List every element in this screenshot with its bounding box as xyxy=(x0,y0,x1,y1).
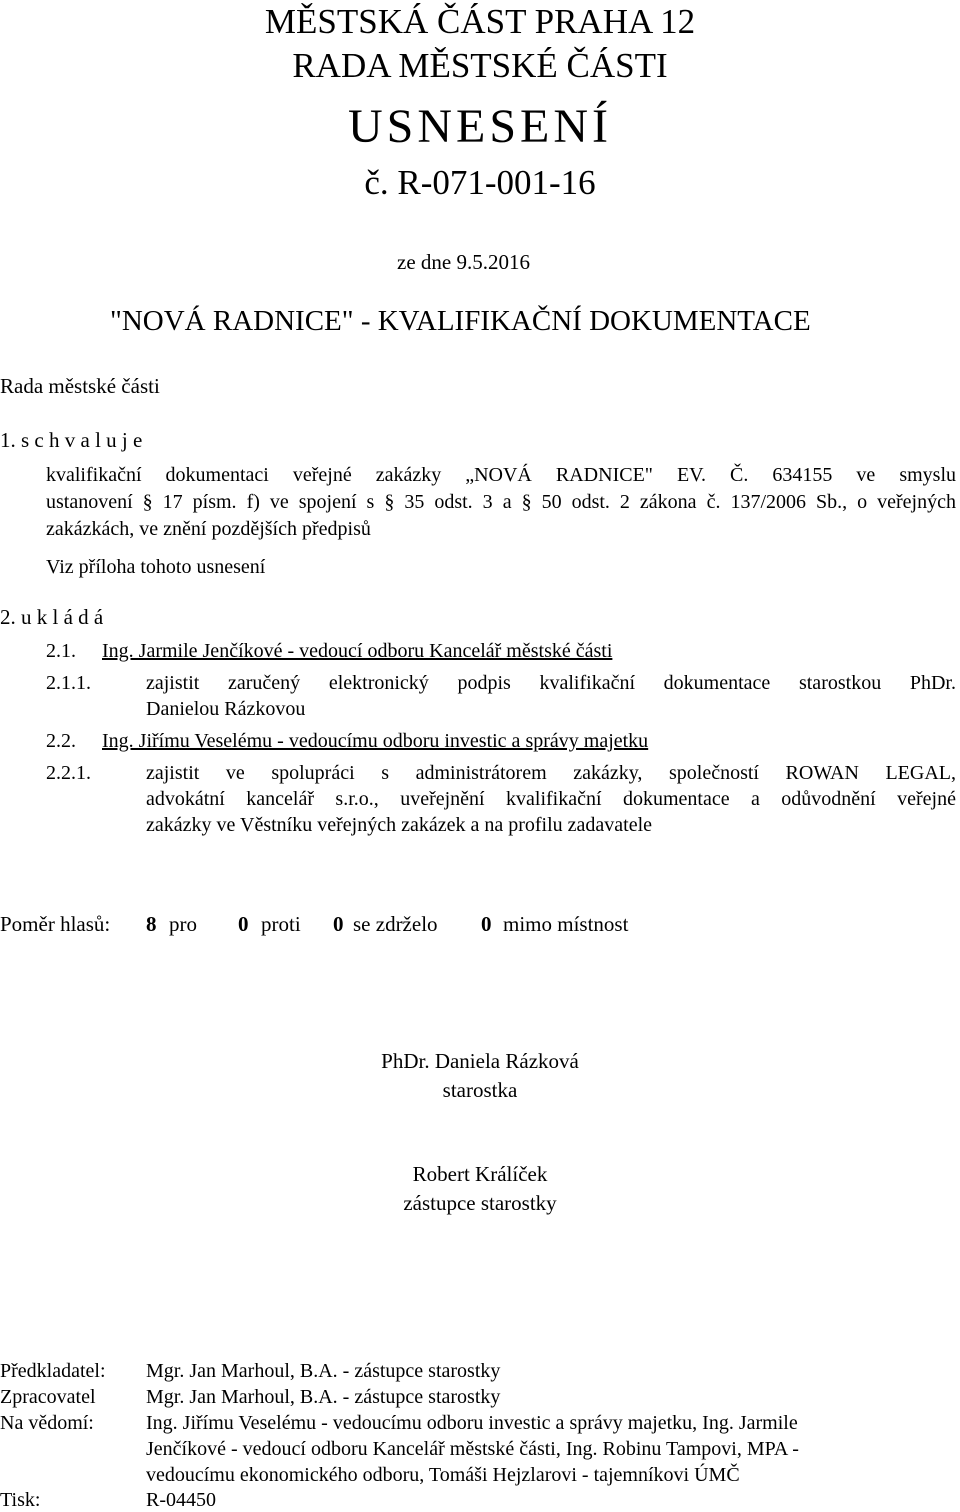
subitem-line: zajistit zaručený elektronický podpis kvalifikační dokumentace starostkou PhDr. xyxy=(146,672,956,694)
item-number: 2.1. xyxy=(46,640,76,662)
vote-for-count: 8 xyxy=(146,912,157,936)
subitem-line: zakázky ve Věstníku veřejných zakázek a na profilu zadavatele xyxy=(146,814,653,836)
section-1-note: Viz příloha tohoto usnesení xyxy=(46,556,266,578)
section-2-heading: 2. u k l á d á xyxy=(0,605,104,629)
subitem-line: zajistit ve spolupráci s administrátorem zakázky, společností ROWAN LEGAL, xyxy=(146,762,956,784)
section-1-line: zakázkách, ve znění pozdějších předpisů xyxy=(46,518,371,540)
subitem-number: 2.1.1. xyxy=(46,672,91,694)
subitem-line: Danielou Rázkovou xyxy=(146,698,306,720)
signature-name: PhDr. Daniela Rázková xyxy=(381,1049,579,1073)
vote-for-label: pro xyxy=(169,912,197,936)
item-number: 2.2. xyxy=(46,730,76,752)
processor-value: Mgr. Jan Marhoul, B.A. - zástupce starostky xyxy=(146,1386,501,1408)
body-name: Rada městské části xyxy=(0,374,160,398)
resolution-number: č. R-071-001-16 xyxy=(364,163,596,202)
notice-label: Na vědomí: xyxy=(0,1412,94,1434)
print-label: Tisk: xyxy=(0,1489,41,1511)
council-title: RADA MĚSTSKÉ ČÁSTI xyxy=(292,46,668,85)
signature-name: Robert Králíček xyxy=(412,1162,548,1186)
vote-abstain-count: 0 xyxy=(333,912,344,936)
subitem-number: 2.2.1. xyxy=(46,762,91,784)
subitem-line: advokátní kancelář s.r.o., uveřejnění kvalifikační dokumentace a odůvodnění veřejné xyxy=(146,788,956,810)
submitter-value: Mgr. Jan Marhoul, B.A. - zástupce starostky xyxy=(146,1360,501,1382)
vote-label: Poměr hlasů: xyxy=(0,912,111,936)
notice-line: vedoucímu ekonomického odboru, Tomáši Hejzlarovi - tajemníkovi ÚMČ xyxy=(146,1464,740,1486)
signature-role: starostka xyxy=(442,1078,518,1102)
resolution-date: ze dne 9.5.2016 xyxy=(397,250,530,274)
section-1-line: kvalifikační dokumentaci veřejné zakázky „NOVÁ RADNICE" EV. Č. 634155 ve smyslu xyxy=(46,464,956,486)
notice-line: Jenčíkové - vedoucí odboru Kancelář městské části, Ing. Robinu Tampovi, MPA - xyxy=(146,1438,799,1460)
vote-abstain-label: se zdrželo xyxy=(353,912,438,936)
vote-against-count: 0 xyxy=(238,912,249,936)
vote-absent-count: 0 xyxy=(481,912,492,936)
vote-absent-label: mimo místnost xyxy=(503,912,629,936)
notice-line: Ing. Jiřímu Veselému - vedoucímu odboru investic a správy majetku, Ing. Jarmile xyxy=(146,1412,798,1434)
signature-role: zástupce starostky xyxy=(403,1191,557,1215)
vote-against-label: proti xyxy=(261,912,301,936)
item-title: Ing. Jiřímu Veselému - vedoucímu odboru investic a správy majetku xyxy=(102,730,649,752)
municipality-title: MĚSTSKÁ ČÁST PRAHA 12 xyxy=(264,2,696,41)
section-1-line: ustanovení § 17 písm. f) ve spojení s § 35 odst. 3 a § 50 odst. 2 zákona č. 137/2006 Sb., o veřejných xyxy=(46,491,956,513)
submitter-label: Předkladatel: xyxy=(0,1360,106,1382)
document-title: USNESENÍ xyxy=(347,100,612,153)
processor-label: Zpracovatel xyxy=(0,1386,96,1408)
item-title: Ing. Jarmile Jenčíkové - vedoucí odboru Kancelář městské části xyxy=(102,640,613,662)
resolution-subject: "NOVÁ RADNICE" - KVALIFIKAČNÍ DOKUMENTACE xyxy=(110,305,811,337)
section-1-heading: 1. s c h v a l u j e xyxy=(0,428,143,452)
print-value: R-04450 xyxy=(146,1489,216,1511)
